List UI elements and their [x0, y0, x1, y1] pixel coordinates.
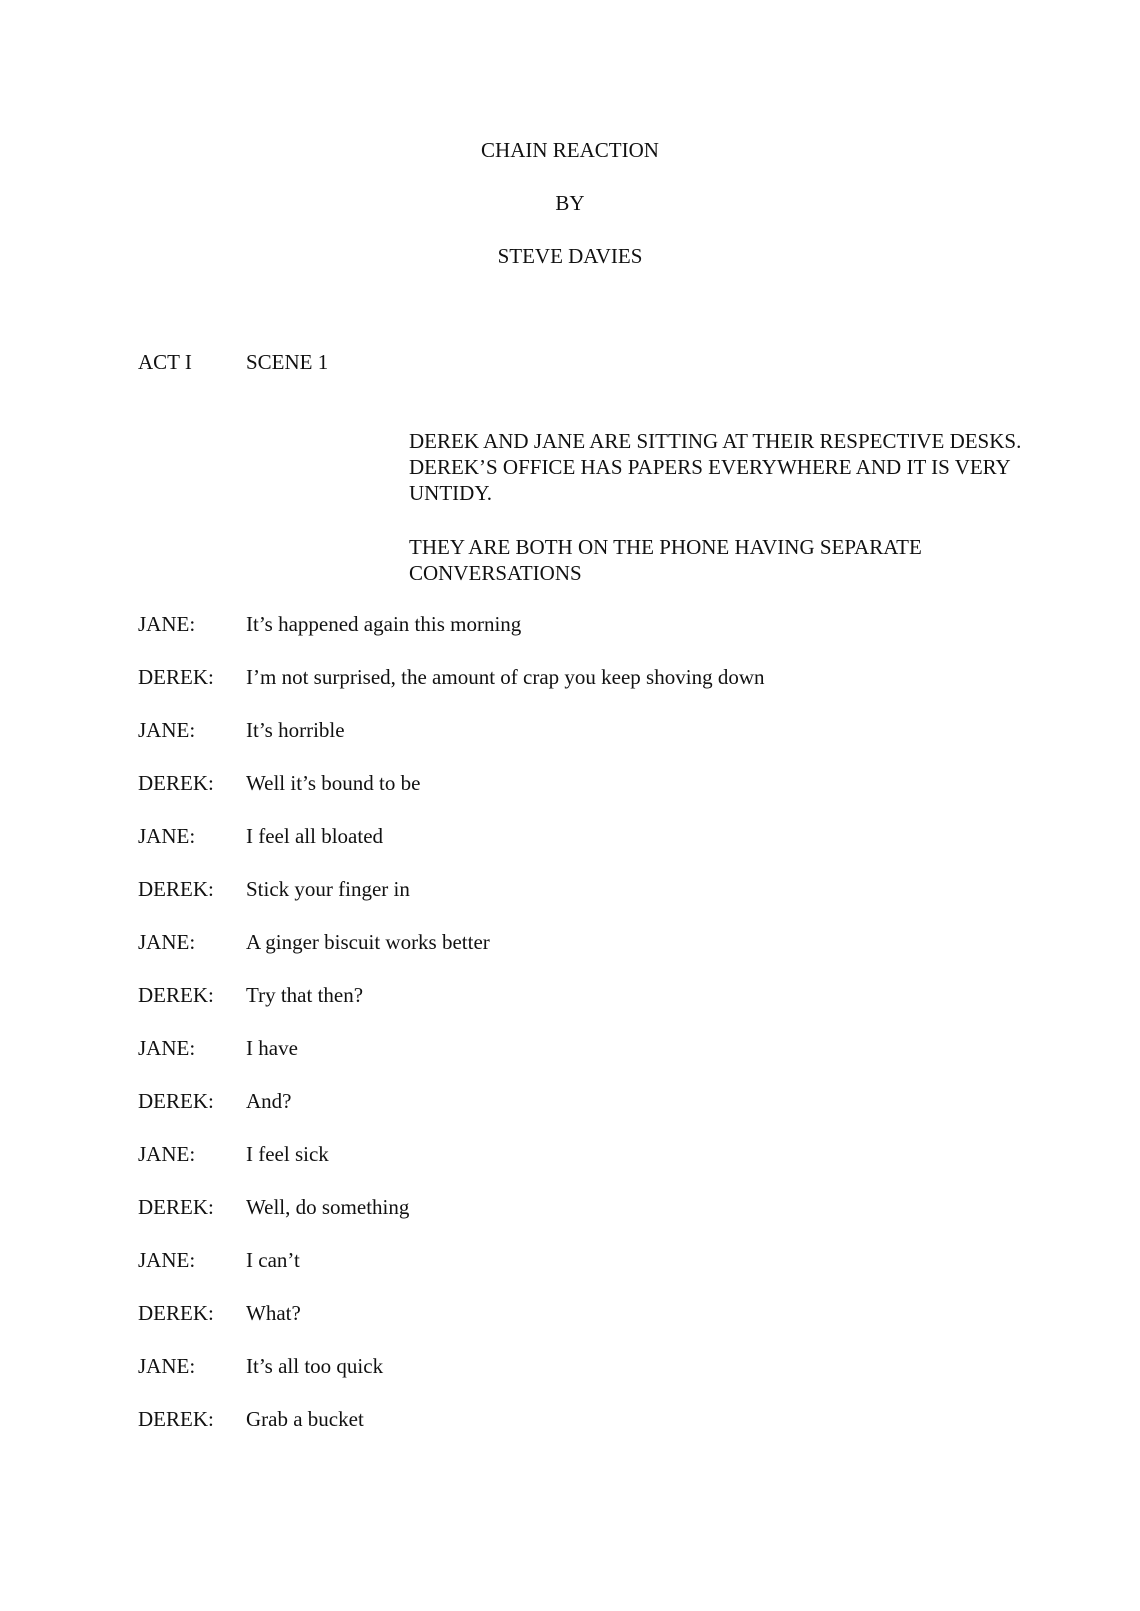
speaker-name: JANE:	[138, 1142, 196, 1166]
dialogue-line	[138, 1406, 1038, 1459]
dialogue-line	[138, 929, 1038, 982]
dialogue-line	[138, 876, 1038, 929]
stage-direction: DEREK AND JANE ARE SITTING AT THEIR RESPECTIVE DESKS. DEREK’S OFFICE HAS PAPERS EVERYWHERE AND IT IS VERY UNTIDY.	[409, 429, 1022, 505]
speech-text: I have	[246, 1036, 298, 1060]
speech-text: I feel sick	[246, 1142, 329, 1166]
speech-text: Well, do something	[246, 1195, 410, 1219]
by-line: BY	[555, 191, 585, 215]
speech-text: A ginger biscuit works better	[246, 930, 490, 954]
speech-text: Well it’s bound to be	[246, 771, 421, 795]
speech-text: And?	[246, 1089, 292, 1113]
dialogue-line	[138, 770, 1038, 823]
dialogue-line	[138, 611, 1038, 664]
dialogue-line	[138, 1141, 1038, 1194]
dialogue-block	[138, 611, 1038, 1459]
speech-text: It’s happened again this morning	[246, 612, 522, 636]
speaker-name: JANE:	[138, 612, 196, 636]
speaker-name: DEREK:	[138, 983, 214, 1007]
dialogue-line	[138, 1247, 1038, 1300]
author-name: STEVE DAVIES	[497, 244, 643, 268]
speaker-name: DEREK:	[138, 771, 214, 795]
dialogue-line	[138, 1194, 1038, 1247]
speaker-name: JANE:	[138, 1354, 196, 1378]
speaker-name: DEREK:	[138, 665, 214, 689]
speech-text: Grab a bucket	[246, 1407, 364, 1431]
speaker-name: JANE:	[138, 930, 196, 954]
speaker-name: JANE:	[138, 1036, 196, 1060]
stage-direction: THEY ARE BOTH ON THE PHONE HAVING SEPARATE CONVERSATIONS	[409, 535, 922, 585]
dialogue-line	[138, 982, 1038, 1035]
act-label: ACT I	[138, 350, 192, 374]
dialogue-line	[138, 1088, 1038, 1141]
speech-text: I’m not surprised, the amount of crap you keep shoving down	[246, 665, 765, 689]
speaker-name: JANE:	[138, 718, 196, 742]
speaker-name: DEREK:	[138, 1195, 214, 1219]
play-title: CHAIN REACTION	[481, 138, 659, 162]
dialogue-line	[138, 1300, 1038, 1353]
speech-text: I can’t	[246, 1248, 300, 1272]
speaker-name: DEREK:	[138, 877, 214, 901]
dialogue-line	[138, 1035, 1038, 1088]
scene-label: SCENE 1	[246, 350, 329, 374]
speaker-name: DEREK:	[138, 1089, 214, 1113]
dialogue-line	[138, 717, 1038, 770]
dialogue-line	[138, 664, 1038, 717]
speaker-name: DEREK:	[138, 1407, 214, 1431]
speaker-name: JANE:	[138, 824, 196, 848]
speech-text: It’s all too quick	[246, 1354, 384, 1378]
dialogue-line	[138, 1353, 1038, 1406]
speaker-name: JANE:	[138, 1248, 196, 1272]
speaker-name: DEREK:	[138, 1301, 214, 1325]
speech-text: What?	[246, 1301, 301, 1325]
dialogue-line	[138, 823, 1038, 876]
speech-text: I feel all bloated	[246, 824, 384, 848]
speech-text: Try that then?	[246, 983, 364, 1007]
speech-text: It’s horrible	[246, 718, 345, 742]
speech-text: Stick your finger in	[246, 877, 410, 901]
